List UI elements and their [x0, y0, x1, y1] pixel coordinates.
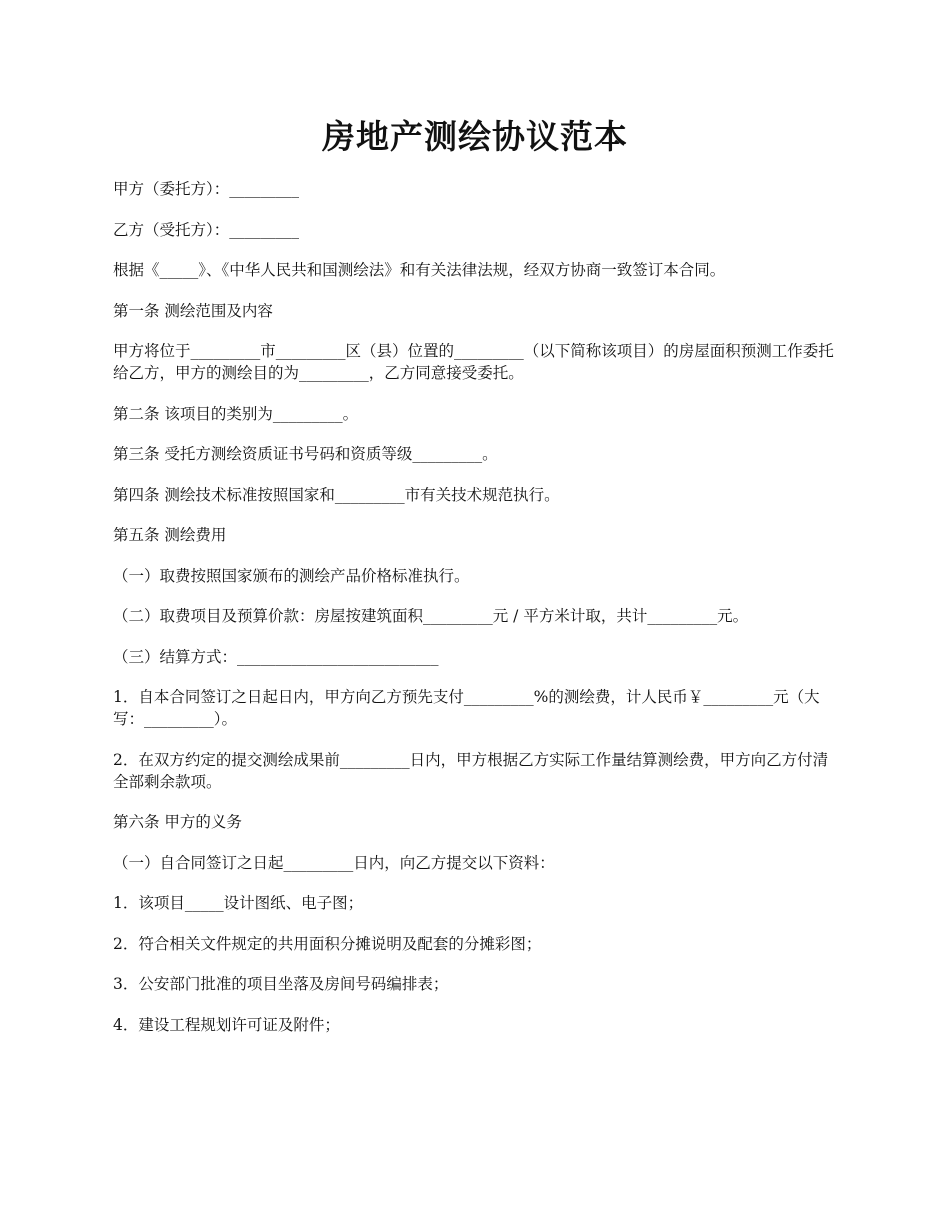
- article-5-item-2: （二）取费项目及预算价款：房屋按建筑面积_________元 / 平方米计取，共计_________元。: [113, 607, 749, 625]
- article-6-heading: 第六条 甲方的义务: [113, 813, 242, 831]
- article-1-body: 甲方将位于_________市_________区（县）位置的_________（以下简称该项目）的房屋面积预测工作委托给乙方，甲方的测绘目的为_________，乙方同意接受委托。: [113, 342, 834, 382]
- materials-item-3: 3．公安部门批准的项目坐落及房间号码编排表；: [113, 975, 449, 993]
- payment-clause-2: 2．在双方约定的提交测绘成果前_________日内，甲方根据乙方实际工作量结算测绘费，甲方向乙方付清全部剩余款项。: [113, 750, 829, 791]
- article-5-item-3: （三）结算方式：__________________________: [113, 647, 439, 666]
- materials-item-4: 4．建设工程规划许可证及附件；: [113, 1015, 340, 1034]
- article-2: 第二条 该项目的类别为_________。: [113, 404, 359, 423]
- payment-clause-1: 1．自本合同签订之日起日内，甲方向乙方预先支付_________%的测绘费，计人民币￥_________元（大写：_________）。: [113, 688, 820, 728]
- party-b-line: 乙方（受托方）：_________: [113, 220, 300, 239]
- article-5-heading: 第五条 测绘费用: [113, 526, 227, 544]
- party-a-line: 甲方（委托方）：_________: [113, 180, 300, 198]
- article-3: 第三条 受托方测绘资质证书号码和资质等级_________。: [113, 445, 498, 463]
- article-6-item-1: （一）自合同签订之日起_________日内，向乙方提交以下资料：: [113, 853, 555, 872]
- article-4: 第四条 测绘技术标准按照国家和_________市有关技术规范执行。: [113, 485, 560, 504]
- materials-item-2: 2．符合相关文件规定的共用面积分摊说明及配套的分摊彩图；: [113, 934, 542, 953]
- materials-item-1: 1．该项目_____设计图纸、电子图；: [113, 894, 364, 912]
- document-title: 房地产测绘协议范本: [322, 117, 628, 156]
- article-5-item-1: （一）取费按照国家颁布的测绘产品价格标准执行。: [113, 566, 470, 585]
- document-body: [113, 178, 840, 1054]
- article-1-heading: 第一条 测绘范围及内容: [113, 301, 273, 320]
- preamble-paragraph: 根据《_____》、《中华人民共和国测绘法》和有关法律法规，经双方协商一致签订本合同。: [113, 261, 726, 279]
